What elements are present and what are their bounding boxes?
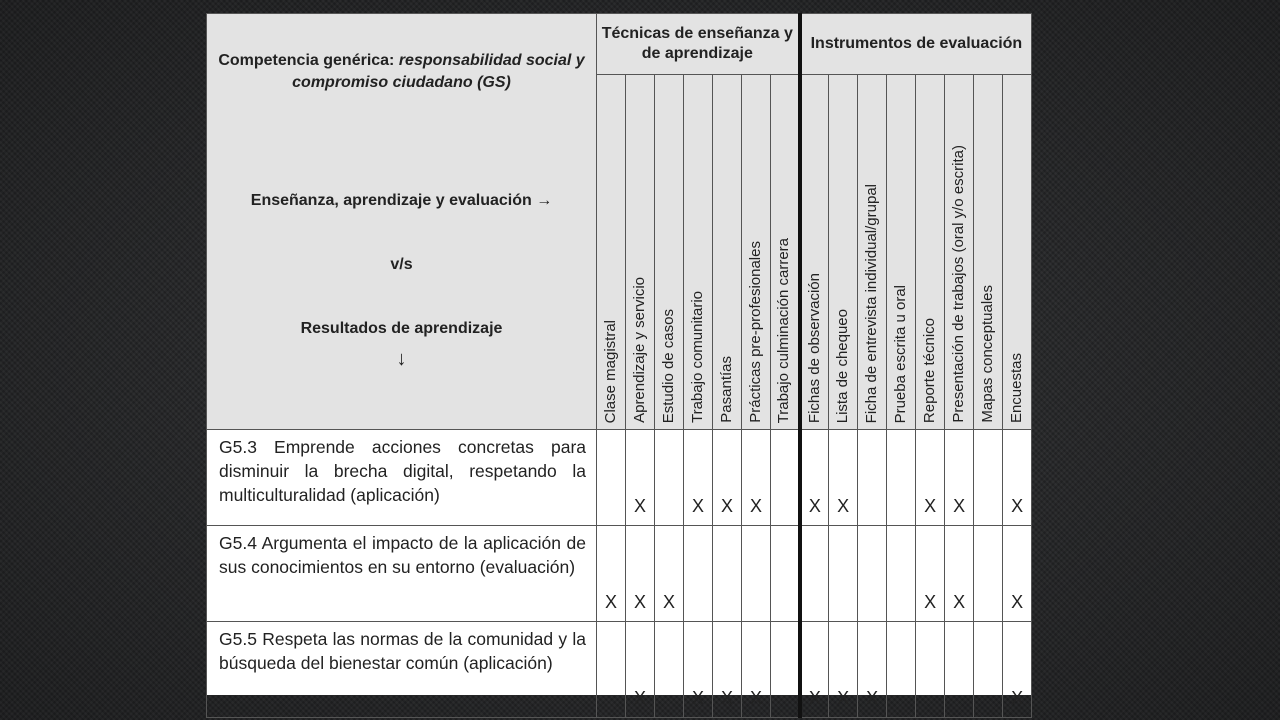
column-header: [713, 75, 742, 430]
column-label: Trabajo comunitario: [689, 290, 706, 423]
instruments-group-label: Instrumentos de evaluación: [810, 35, 1023, 52]
mark-cell: X: [1003, 526, 1032, 622]
mark-cell: X: [684, 430, 713, 526]
competence-matrix-table: [206, 13, 1032, 718]
column-header: [771, 75, 800, 430]
mark-cell: [887, 430, 916, 526]
column-label: Lista de chequeo: [834, 308, 852, 423]
column-label: Trabajo culminación carrera: [775, 237, 793, 423]
column-header: [626, 75, 655, 430]
teaching-eval-label: Enseñanza, aprendizaje y evaluación →: [250, 192, 553, 209]
mark-cell: X: [626, 526, 655, 622]
mark-cell: X: [626, 430, 655, 526]
competence-header-cell: [207, 14, 597, 430]
column-label: Pasantías: [718, 356, 735, 423]
competence-title: [213, 50, 590, 94]
mark-cell: [858, 430, 887, 526]
mark-cell: X: [916, 526, 945, 622]
column-label: Estudio de casos: [660, 308, 677, 423]
column-header: [974, 75, 1003, 430]
mark-cell: X: [597, 526, 626, 622]
column-label: Reporte técnico: [921, 317, 939, 423]
mark-cell: X: [626, 622, 655, 718]
mark-cell: [974, 622, 1003, 718]
column-header: [858, 75, 887, 430]
mark-cell: X: [829, 622, 858, 718]
table-row: [207, 526, 1032, 622]
column-label: Ficha de entrevista individual/grupal: [863, 183, 881, 423]
column-label: Aprendizaje y servicio: [631, 277, 648, 423]
mark-cell: [655, 430, 684, 526]
column-label: Prueba escrita u oral: [892, 284, 910, 423]
column-label: Fichas de observación: [805, 272, 823, 423]
mark-cell: [713, 526, 742, 622]
mark-cell: X: [713, 622, 742, 718]
column-header: [597, 75, 626, 430]
mark-cell: [829, 526, 858, 622]
mark-cell: [945, 622, 974, 718]
column-header: [916, 75, 945, 430]
mark-cell: X: [945, 430, 974, 526]
mark-cell: [771, 622, 800, 718]
mark-cell: X: [713, 430, 742, 526]
learning-result-cell: G5.4 Argumenta el impacto de la aplicación de sus conocimientos en su entorno (evaluación): [207, 526, 597, 622]
mark-cell: [655, 622, 684, 718]
mark-cell: [858, 526, 887, 622]
table-row: [207, 430, 1032, 526]
mark-cell: X: [1003, 622, 1032, 718]
instruments-group-header: [800, 14, 1032, 75]
mark-cell: [771, 430, 800, 526]
down-arrow-icon: ↓: [396, 348, 407, 370]
mark-cell: [800, 526, 829, 622]
learning-result-cell: G5.5 Respeta las normas de la comunidad y la búsqueda del bienestar común (aplicación): [207, 622, 597, 718]
column-header: [829, 75, 858, 430]
column-label: Presentación de trabajos (oral y/o escrita): [950, 145, 968, 423]
mark-cell: [887, 622, 916, 718]
column-header: [887, 75, 916, 430]
techniques-group-header: [597, 14, 800, 75]
matrix-body: [207, 430, 1032, 718]
mark-cell: [771, 526, 800, 622]
competence-prefix: Competencia genérica:: [218, 52, 399, 69]
mark-cell: X: [800, 622, 829, 718]
mark-cell: X: [1003, 430, 1032, 526]
mark-cell: X: [800, 430, 829, 526]
mark-cell: X: [829, 430, 858, 526]
mark-cell: [597, 430, 626, 526]
learning-results-label: Resultados de aprendizaje: [300, 320, 503, 337]
mark-cell: [684, 526, 713, 622]
competence-name: responsabilidad social y compromiso ciudadano (GS): [292, 52, 585, 91]
column-header: [655, 75, 684, 430]
table-row: [207, 622, 1032, 718]
learning-result-cell: G5.3 Emprende acciones concretas para disminuir la brecha digital, respetando la multiculturalidad (aplicación): [207, 430, 597, 526]
mark-cell: X: [858, 622, 887, 718]
mark-cell: [916, 622, 945, 718]
mark-cell: [742, 526, 771, 622]
column-header: [684, 75, 713, 430]
mark-cell: X: [655, 526, 684, 622]
column-header: [1003, 75, 1032, 430]
versus-label: v/s: [390, 256, 413, 273]
mark-cell: [887, 526, 916, 622]
column-label: Mapas conceptuales: [979, 285, 997, 423]
mark-cell: [974, 430, 1003, 526]
mark-cell: X: [945, 526, 974, 622]
column-header: [742, 75, 771, 430]
mark-cell: X: [742, 430, 771, 526]
column-header: [945, 75, 974, 430]
mark-cell: X: [916, 430, 945, 526]
column-header: [800, 75, 829, 430]
competence-matrix-sheet: [206, 13, 1032, 708]
mark-cell: [974, 526, 1003, 622]
mark-cell: X: [742, 622, 771, 718]
mark-cell: [597, 622, 626, 718]
mark-cell: X: [684, 622, 713, 718]
column-label: Clase magistral: [602, 319, 619, 423]
column-label: Encuestas: [1008, 352, 1026, 423]
column-label: Prácticas pre-profesionales: [747, 241, 764, 423]
techniques-group-label: Técnicas de enseñanza y de aprendizaje: [601, 25, 793, 62]
